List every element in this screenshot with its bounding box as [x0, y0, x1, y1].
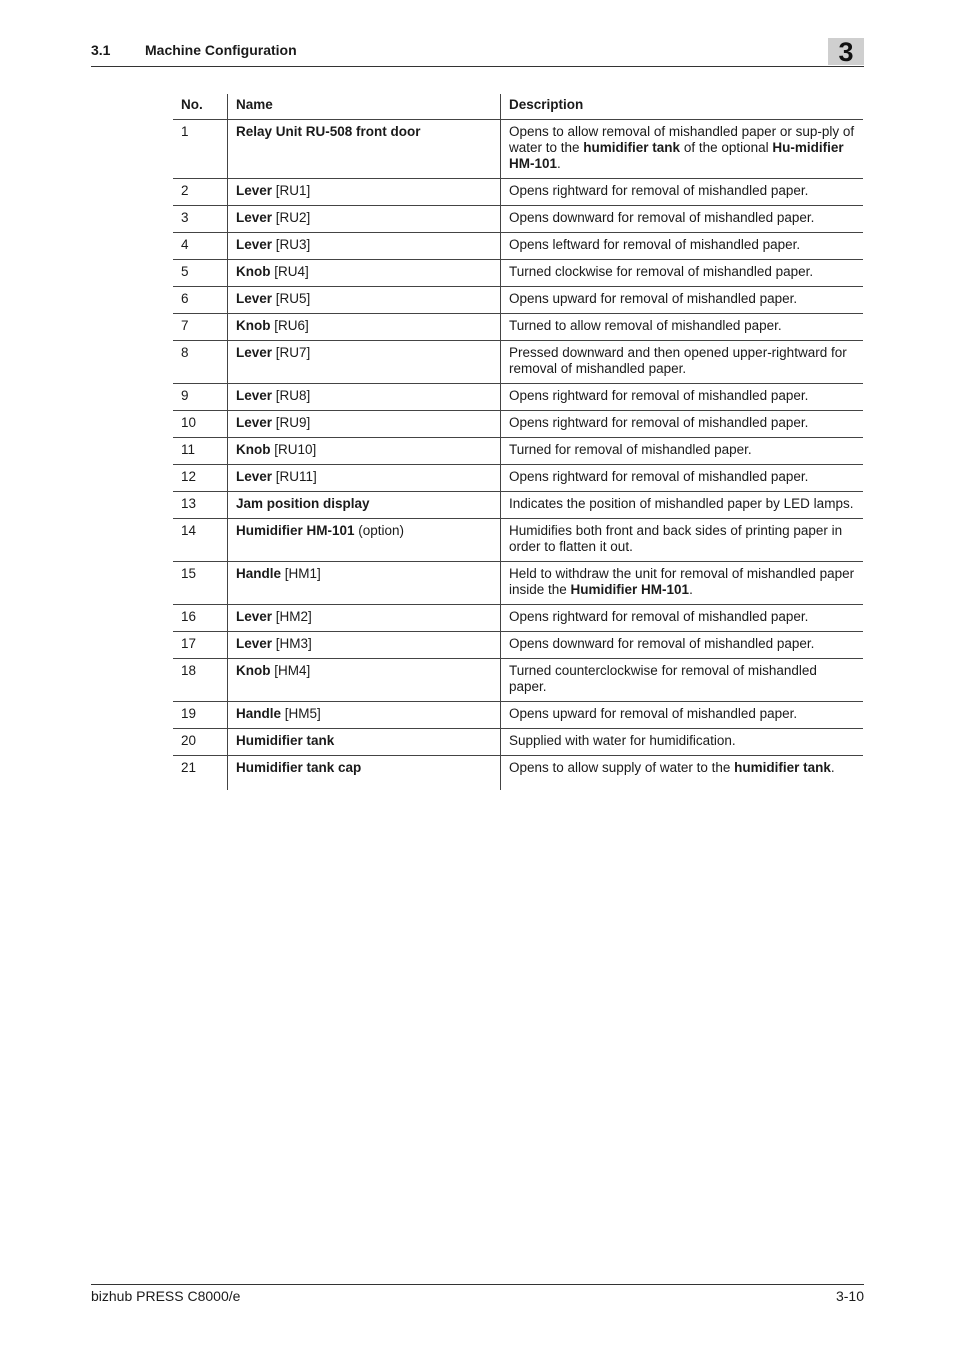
- cell-name: [228, 260, 501, 287]
- table-row: [173, 519, 863, 562]
- cell-no: 14: [173, 519, 228, 562]
- text: Opens upward for removal of mishandled paper.: [509, 706, 798, 721]
- text: [RU7]: [272, 345, 311, 360]
- bold-text: Lever: [236, 291, 273, 306]
- bold-text: humidifier tank: [583, 140, 681, 155]
- table-row: [173, 260, 863, 287]
- bold-text: Knob: [236, 318, 271, 333]
- table-header-row: [173, 94, 863, 120]
- text: Opens downward for removal of mishandled paper.: [509, 636, 815, 651]
- bold-text: Humidifier HM-101: [570, 582, 690, 597]
- table-row: [173, 702, 863, 729]
- text: Held to withdraw the unit for removal of mishandled paper inside the: [509, 566, 855, 597]
- text: [RU11]: [272, 469, 317, 484]
- bold-text: Hu-midifier HM-101: [509, 140, 844, 171]
- bold-text: Lever: [236, 469, 273, 484]
- cell-description: [501, 314, 864, 341]
- table-row: [173, 384, 863, 411]
- cell-description: [501, 519, 864, 562]
- cell-description: [501, 702, 864, 729]
- cell-no: 8: [173, 341, 228, 384]
- cell-no: 6: [173, 287, 228, 314]
- bold-text: Knob: [236, 442, 271, 457]
- cell-description: [501, 605, 864, 632]
- cell-name: [228, 179, 501, 206]
- cell-name: [228, 659, 501, 702]
- text: [RU5]: [272, 291, 311, 306]
- bold-text: Lever: [236, 388, 273, 403]
- table-row: [173, 179, 863, 206]
- text: [RU3]: [272, 237, 311, 252]
- table-row: [173, 659, 863, 702]
- text: Opens leftward for removal of mishandled paper.: [509, 237, 801, 252]
- bold-text: Knob: [236, 264, 271, 279]
- text: [RU6]: [270, 318, 309, 333]
- table-row: [173, 756, 863, 791]
- text: [HM3]: [272, 636, 312, 651]
- text: .: [557, 156, 561, 171]
- text: [HM1]: [281, 566, 321, 581]
- text: of the optional: [680, 140, 773, 155]
- cell-no: 1: [173, 120, 228, 179]
- cell-name: [228, 314, 501, 341]
- cell-no: 7: [173, 314, 228, 341]
- table-row: [173, 465, 863, 492]
- text: [RU8]: [272, 388, 311, 403]
- table-row: [173, 120, 863, 179]
- bold-text: Lever: [236, 415, 273, 430]
- page-footer: [91, 1284, 864, 1309]
- text: Turned counterclockwise for removal of mishandled paper.: [509, 663, 817, 694]
- cell-description: [501, 756, 864, 791]
- text: Opens rightward for removal of mishandled paper.: [509, 609, 809, 624]
- cell-name: [228, 519, 501, 562]
- cell-no: 11: [173, 438, 228, 465]
- bold-text: Lever: [236, 636, 273, 651]
- table-row: [173, 492, 863, 519]
- cell-description: [501, 206, 864, 233]
- cell-no: 12: [173, 465, 228, 492]
- text: Opens rightward for removal of mishandled paper.: [509, 415, 809, 430]
- text: Turned to allow removal of mishandled paper.: [509, 318, 782, 333]
- bold-text: Lever: [236, 183, 273, 198]
- bold-text: Relay Unit RU-508 front door: [236, 124, 421, 139]
- column-header-no: No.: [173, 94, 228, 120]
- cell-name: [228, 702, 501, 729]
- table-row: [173, 206, 863, 233]
- text: Indicates the position of mishandled paper by LED lamps.: [509, 496, 854, 511]
- bold-text: Lever: [236, 345, 273, 360]
- cell-description: [501, 233, 864, 260]
- text: [RU9]: [272, 415, 311, 430]
- cell-name: [228, 562, 501, 605]
- cell-no: 17: [173, 632, 228, 659]
- cell-name: [228, 756, 501, 791]
- cell-description: [501, 411, 864, 438]
- cell-description: [501, 179, 864, 206]
- cell-name: [228, 341, 501, 384]
- table-body: [173, 120, 863, 791]
- cell-description: [501, 341, 864, 384]
- text: Pressed downward and then opened upper-rightward for removal of mishandled paper.: [509, 345, 847, 376]
- bold-text: Lever: [236, 210, 273, 225]
- text: Opens rightward for removal of mishandled paper.: [509, 469, 809, 484]
- text: [RU4]: [270, 264, 309, 279]
- cell-description: [501, 260, 864, 287]
- cell-description: [501, 659, 864, 702]
- cell-name: [228, 287, 501, 314]
- text: Opens to allow supply of water to the: [509, 760, 735, 775]
- text: Opens to allow removal of mishandled paper or sup-ply of water to the: [509, 124, 855, 155]
- cell-no: 20: [173, 729, 228, 756]
- cell-description: [501, 465, 864, 492]
- table-row: [173, 632, 863, 659]
- cell-name: [228, 438, 501, 465]
- cell-no: 10: [173, 411, 228, 438]
- section-number: 3.1: [91, 42, 111, 58]
- bold-text: Lever: [236, 609, 273, 624]
- bold-text: Handle: [236, 566, 282, 581]
- section-title: Machine Configuration: [145, 42, 297, 58]
- text: Turned clockwise for removal of mishandled paper.: [509, 264, 814, 279]
- text: Humidifies both front and back sides of printing paper in order to flatten it out.: [509, 523, 843, 554]
- cell-no: 21: [181, 760, 197, 775]
- parts-table: [173, 94, 863, 790]
- text: .: [689, 582, 693, 597]
- text: Opens upward for removal of mishandled paper.: [509, 291, 798, 306]
- text: [HM4]: [270, 663, 311, 678]
- text: [RU2]: [272, 210, 311, 225]
- text: Opens rightward for removal of mishandled paper.: [509, 183, 809, 198]
- table-row: [173, 341, 863, 384]
- bold-text: Humidifier HM-101: [236, 523, 355, 538]
- cell-no: 3: [173, 206, 228, 233]
- bold-text: Handle: [236, 706, 282, 721]
- text: Supplied with water for humidification.: [509, 733, 736, 748]
- cell-no: 16: [173, 605, 228, 632]
- column-header-description: Description: [501, 94, 864, 120]
- text: Opens rightward for removal of mishandled paper.: [509, 388, 809, 403]
- cell-name: [228, 605, 501, 632]
- cell-no: 4: [173, 233, 228, 260]
- column-header-name: Name: [228, 94, 501, 120]
- table-row: [173, 411, 863, 438]
- cell-description: [501, 287, 864, 314]
- cell-description: [501, 562, 864, 605]
- cell-name: [228, 206, 501, 233]
- cell-no: 13: [173, 492, 228, 519]
- bold-text: Jam position display: [236, 496, 370, 511]
- page-header: [91, 38, 864, 67]
- table-row: [173, 233, 863, 260]
- bold-text: Humidifier tank: [236, 733, 335, 748]
- cell-description: [501, 492, 864, 519]
- cell-description: [501, 632, 864, 659]
- bold-text: Humidifier tank cap: [236, 760, 362, 775]
- cell-name: [228, 120, 501, 179]
- cell-no: 19: [173, 702, 228, 729]
- table-row: [173, 562, 863, 605]
- cell-no: 9: [173, 384, 228, 411]
- cell-no: 15: [173, 562, 228, 605]
- cell-no: 2: [173, 179, 228, 206]
- table-row: [173, 729, 863, 756]
- cell-no: 18: [173, 659, 228, 702]
- cell-name: [228, 384, 501, 411]
- cell-name: [228, 233, 501, 260]
- cell-description: [501, 438, 864, 465]
- chapter-number-badge: 3: [828, 38, 864, 65]
- text: [RU10]: [270, 442, 317, 457]
- bold-text: Knob: [236, 663, 271, 678]
- cell-description: [501, 120, 864, 179]
- text: (option): [354, 523, 405, 538]
- footer-page-number: 3-10: [835, 1288, 864, 1304]
- cell-description: [501, 729, 864, 756]
- cell-name: [228, 729, 501, 756]
- table-row: [173, 314, 863, 341]
- text: .: [830, 760, 835, 775]
- cell-name: [228, 492, 501, 519]
- text: Turned for removal of mishandled paper.: [509, 442, 752, 457]
- cell-description: [501, 384, 864, 411]
- cell-name: [228, 465, 501, 492]
- text: [HM2]: [272, 609, 312, 624]
- bold-text: Lever: [236, 237, 273, 252]
- cell-name: [228, 632, 501, 659]
- table-row: [173, 605, 863, 632]
- cell-no: 5: [173, 260, 228, 287]
- text: Opens downward for removal of mishandled paper.: [509, 210, 815, 225]
- table-row: [173, 438, 863, 465]
- text: [RU1]: [272, 183, 311, 198]
- cell-name: [228, 411, 501, 438]
- text: [HM5]: [281, 706, 321, 721]
- table-row: [173, 287, 863, 314]
- bold-text: humidifier tank: [734, 760, 831, 775]
- footer-product-name: bizhub PRESS C8000/e: [91, 1288, 241, 1304]
